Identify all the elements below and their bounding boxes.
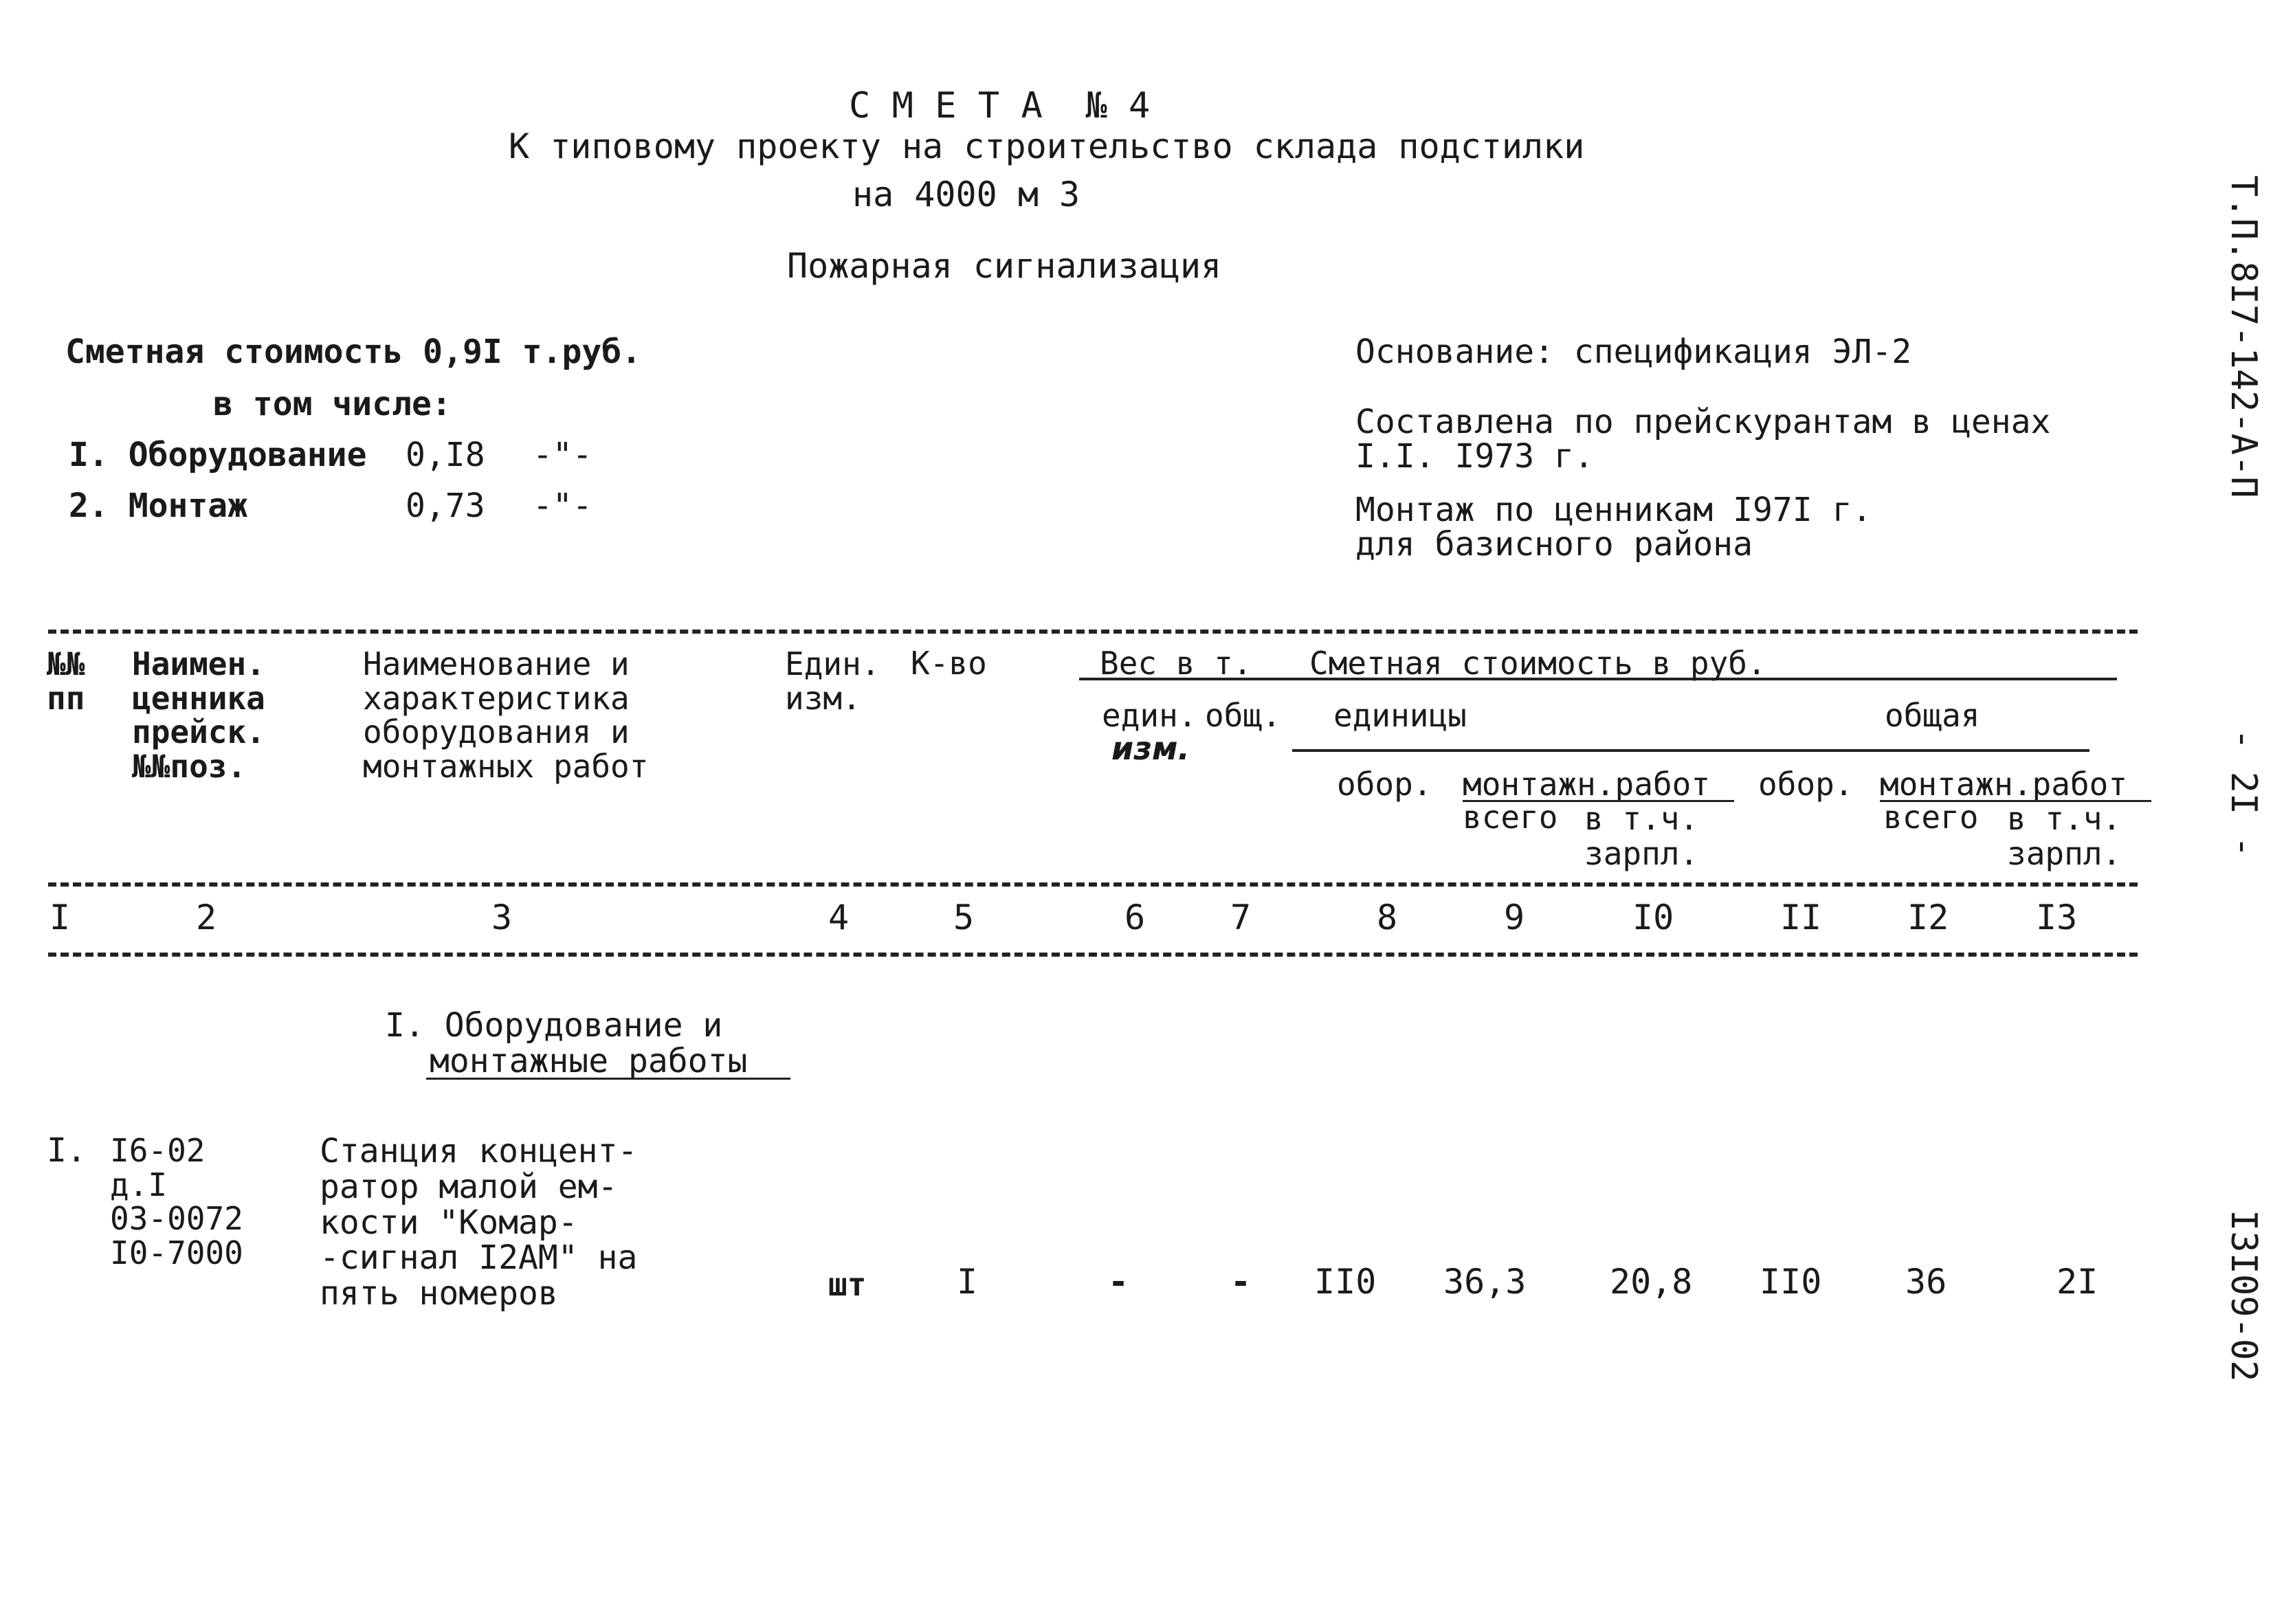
basis-prices-line2: I.I. I973 г. bbox=[1355, 437, 1594, 476]
column-number: 9 bbox=[1504, 898, 1525, 937]
column-number: 7 bbox=[1230, 898, 1252, 937]
row-unit: шт bbox=[828, 1266, 867, 1303]
column-number: II bbox=[1780, 898, 1822, 937]
document-code: Т.П.8I7-142-А-П bbox=[2223, 175, 2264, 498]
header-bottom-rule bbox=[48, 882, 2138, 887]
basis-spec: Основание: спецификация ЭЛ-2 bbox=[1355, 333, 1912, 371]
header-unit-install-all: всего bbox=[1463, 799, 1558, 836]
page-number: - 2I - bbox=[2223, 728, 2264, 858]
equipment-value: 0,I8 bbox=[406, 436, 485, 474]
row-price-code: I6-02 д.I 03-0072 I0-7000 bbox=[110, 1132, 243, 1272]
column-number: 6 bbox=[1124, 898, 1146, 937]
header-total-equip: обор. bbox=[1758, 766, 1854, 803]
including-label: в том числе: bbox=[213, 385, 452, 423]
section-title-line2: монтажные работы bbox=[430, 1042, 748, 1080]
document-title: С М Е Т А № 4 bbox=[849, 85, 1151, 126]
column-number: I0 bbox=[1632, 898, 1674, 937]
installation-label: 2. Монтаж bbox=[69, 487, 248, 525]
column-number: 4 bbox=[828, 898, 850, 937]
header-cost-total: общая bbox=[1885, 697, 1980, 734]
header-weight-unit: един. bbox=[1102, 697, 1197, 734]
installation-ditto: -"- bbox=[533, 487, 592, 525]
basis-prices-line1: Составлена по прейскурантам в ценах bbox=[1355, 403, 2051, 441]
column-number: 2 bbox=[196, 898, 217, 937]
row-weight-total: - bbox=[1230, 1262, 1252, 1302]
header-col-code: Наимен. ценника прейск. №№поз. bbox=[132, 645, 265, 786]
column-number: 5 bbox=[953, 898, 975, 937]
archive-number: I3I09-02 bbox=[2223, 1210, 2264, 1382]
header-col-qty: К-во bbox=[911, 645, 987, 682]
row-total-wage: 2I bbox=[2056, 1262, 2098, 1302]
header-col-name: Наименование и характеристика оборудования и монтажных работ bbox=[363, 645, 649, 786]
column-number: 3 bbox=[491, 898, 513, 937]
row-qty: I bbox=[957, 1262, 978, 1302]
header-unit-install: монтажн.работ bbox=[1463, 766, 1711, 803]
header-col-unit: Един. изм. bbox=[785, 645, 880, 717]
equipment-label: I. Оборудование bbox=[69, 436, 367, 474]
cost-unit-underline bbox=[1292, 749, 2089, 752]
column-number: 8 bbox=[1377, 898, 1398, 937]
capacity-line: на 4000 м 3 bbox=[852, 175, 1080, 214]
table-top-rule bbox=[48, 630, 2138, 634]
basis-install-line1: Монтаж по ценникам I97I г. bbox=[1355, 491, 1872, 529]
header-cost: Сметная стоимость в руб. bbox=[1309, 645, 1766, 682]
total-cost: Сметная стоимость 0,9I т.руб. bbox=[65, 333, 642, 371]
equipment-ditto: -"- bbox=[533, 436, 592, 474]
row-total-equip: II0 bbox=[1760, 1262, 1822, 1302]
row-total-install: 36 bbox=[1905, 1262, 1947, 1302]
header-total-install-all: всего bbox=[1883, 799, 1979, 836]
section-heading: Пожарная сигнализация bbox=[787, 246, 1222, 286]
row-unit-wage: 20,8 bbox=[1610, 1262, 1693, 1302]
row-number: I. bbox=[47, 1131, 87, 1170]
basis-install-line2: для базисного района bbox=[1355, 525, 1753, 564]
header-weight-total: общ. bbox=[1205, 697, 1281, 734]
header-total-install-wage: в т.ч. зарпл. bbox=[2007, 800, 2122, 872]
document-subtitle: К типовому проекту на строительство склада подстилки bbox=[509, 126, 1585, 166]
header-weight: Вес в т. bbox=[1100, 645, 1252, 682]
header-weight-unit-handwritten: изм. bbox=[1111, 730, 1190, 767]
row-description: Станция концент- ратор малой ем- кости "Комар- -сигнал I2АМ" на пять номеров bbox=[320, 1132, 638, 1313]
row-unit-equip: II0 bbox=[1314, 1262, 1377, 1302]
header-cost-unit: единицы bbox=[1333, 697, 1467, 734]
row-unit-install: 36,3 bbox=[1443, 1262, 1527, 1302]
column-number: I2 bbox=[1907, 898, 1949, 937]
header-total-install: монтажн.работ bbox=[1880, 766, 2128, 803]
section-title-line1: I. Оборудование и bbox=[385, 1006, 723, 1045]
column-number: I3 bbox=[2036, 898, 2078, 937]
header-unit-equip: обор. bbox=[1337, 766, 1432, 803]
column-number: I bbox=[49, 898, 71, 937]
column-numbers-rule bbox=[48, 953, 2138, 957]
installation-value: 0,73 bbox=[406, 487, 485, 525]
row-weight-unit: - bbox=[1108, 1262, 1129, 1302]
section-title-underline bbox=[426, 1078, 790, 1080]
header-col-num: №№ пп bbox=[47, 645, 85, 717]
header-unit-install-wage: в т.ч. зарпл. bbox=[1584, 800, 1699, 872]
